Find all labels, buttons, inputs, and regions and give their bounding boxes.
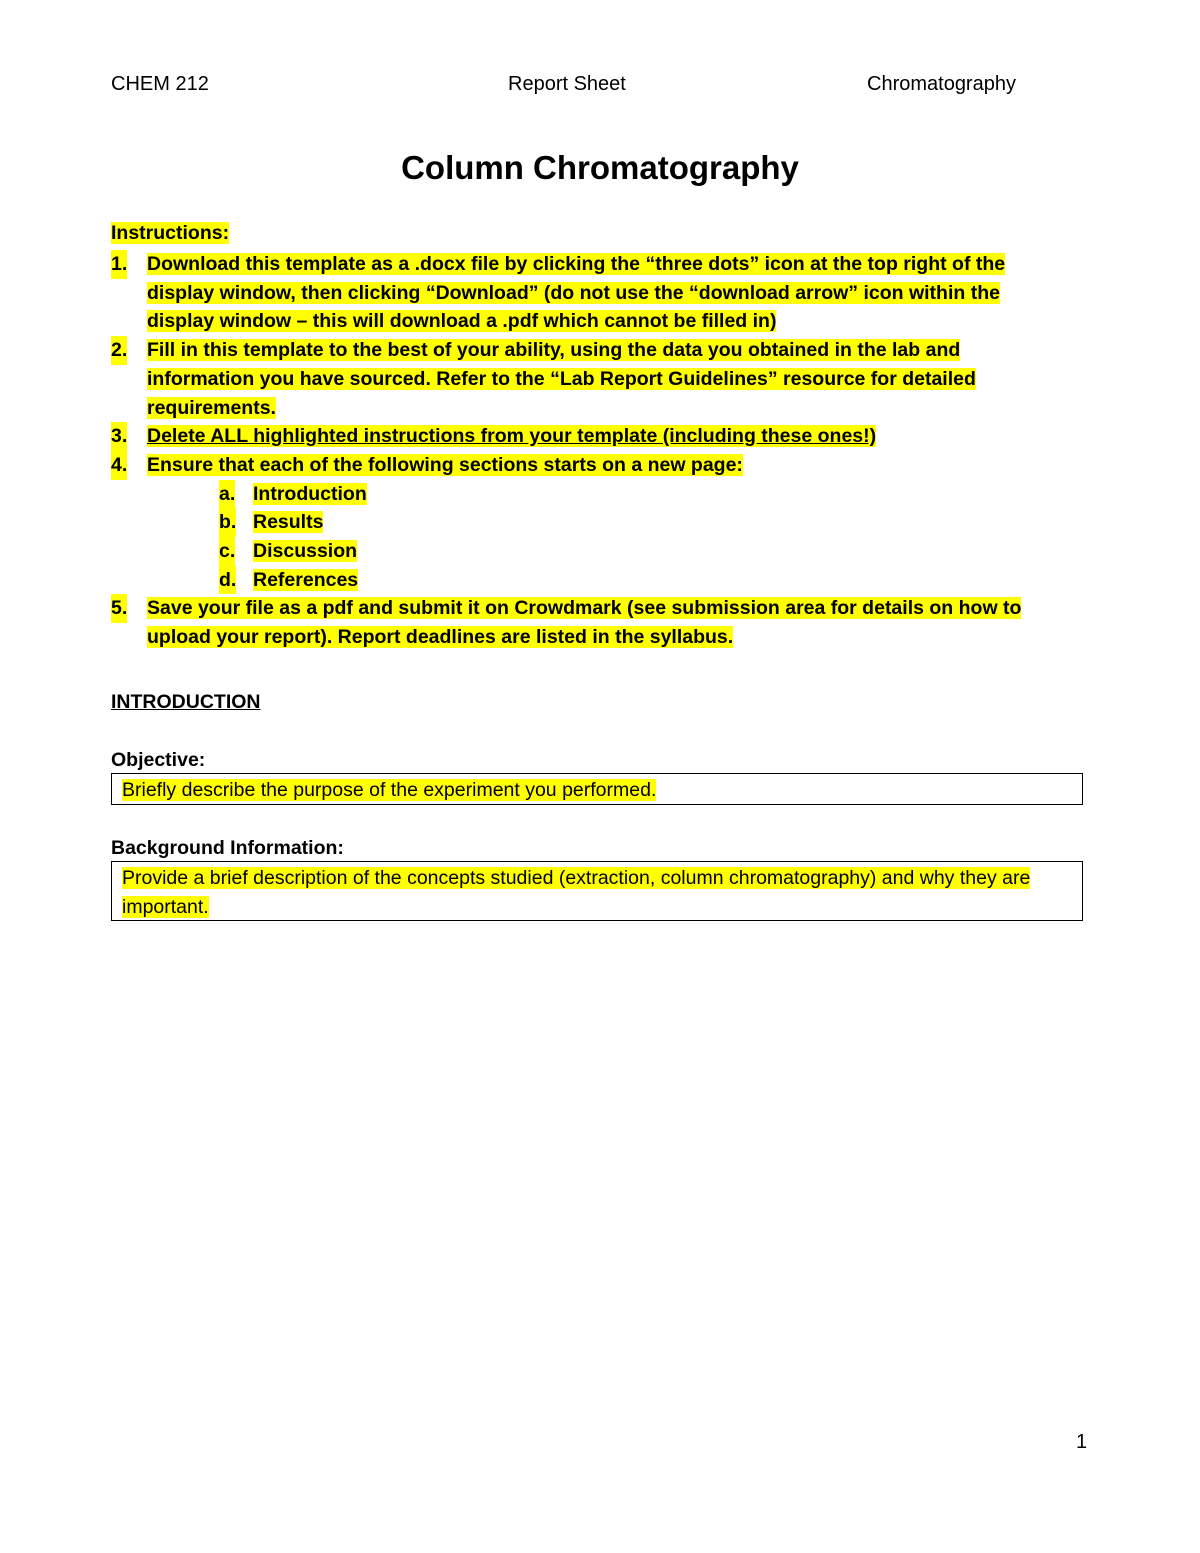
instruction-number: 2.: [111, 336, 127, 365]
instruction-item: [111, 250, 1051, 336]
background-label: Background Information:: [111, 837, 344, 859]
section-list: [147, 480, 1051, 595]
instruction-text: Delete ALL highlighted instructions from your template (including these ones!): [147, 425, 877, 448]
instructions-list: [111, 250, 1051, 652]
section-name: References: [253, 568, 359, 591]
instructions-heading: Instructions:: [111, 222, 230, 244]
objective-placeholder-text: Briefly describe the purpose of the experiment you performed.: [122, 779, 657, 801]
section-name: Results: [253, 511, 324, 534]
background-placeholder-text: Provide a brief description of the concepts studied (extraction, column chromatography) and why they are important.: [122, 867, 1031, 918]
instruction-number: 4.: [111, 451, 127, 480]
header-topic: Chromatography: [867, 73, 1016, 95]
instruction-number: 5.: [111, 594, 127, 623]
instruction-number: 1.: [111, 250, 127, 279]
instruction-text: Fill in this template to the best of your ability, using the data you obtained in the lab and information you have sourced. Refer to the “Lab Report Guidelines” resource for detailed requirements.: [147, 339, 976, 419]
section-letter: d.: [219, 566, 236, 595]
objective-field[interactable]: [111, 773, 1083, 805]
instruction-item: [111, 451, 1051, 595]
instruction-item: [111, 422, 1051, 451]
objective-label: Objective:: [111, 749, 206, 771]
page-title: Column Chromatography: [401, 149, 799, 186]
instruction-item: [111, 336, 1051, 422]
section-list-item: [147, 537, 1051, 566]
header-course: CHEM 212: [111, 73, 209, 95]
section-letter: b.: [219, 508, 236, 537]
section-name: Discussion: [253, 540, 358, 563]
header-doc-type: Report Sheet: [508, 73, 626, 95]
background-field[interactable]: [111, 861, 1083, 921]
section-letter: a.: [219, 480, 235, 509]
page-number: 1: [1076, 1431, 1088, 1453]
introduction-heading: INTRODUCTION: [111, 691, 261, 713]
section-name: Introduction: [253, 482, 367, 505]
instruction-text: Download this template as a .docx file by clicking the “three dots” icon at the top right of the display window, then clicking “Download” (do not use the “download arrow” icon within the display window – this will download a .pdf which cannot be filled in): [147, 253, 1006, 333]
section-list-item: [147, 508, 1051, 537]
instruction-number: 3.: [111, 422, 127, 451]
instruction-text: Save your file as a pdf and submit it on Crowdmark (see submission area for details on how to upload your report). Report deadlines are listed in the syllabus.: [147, 597, 1022, 649]
section-list-item: [147, 566, 1051, 595]
instruction-text: Ensure that each of the following sections starts on a new page:: [147, 453, 743, 476]
section-list-item: [147, 480, 1051, 509]
instruction-item: [111, 594, 1051, 651]
section-letter: c.: [219, 537, 235, 566]
